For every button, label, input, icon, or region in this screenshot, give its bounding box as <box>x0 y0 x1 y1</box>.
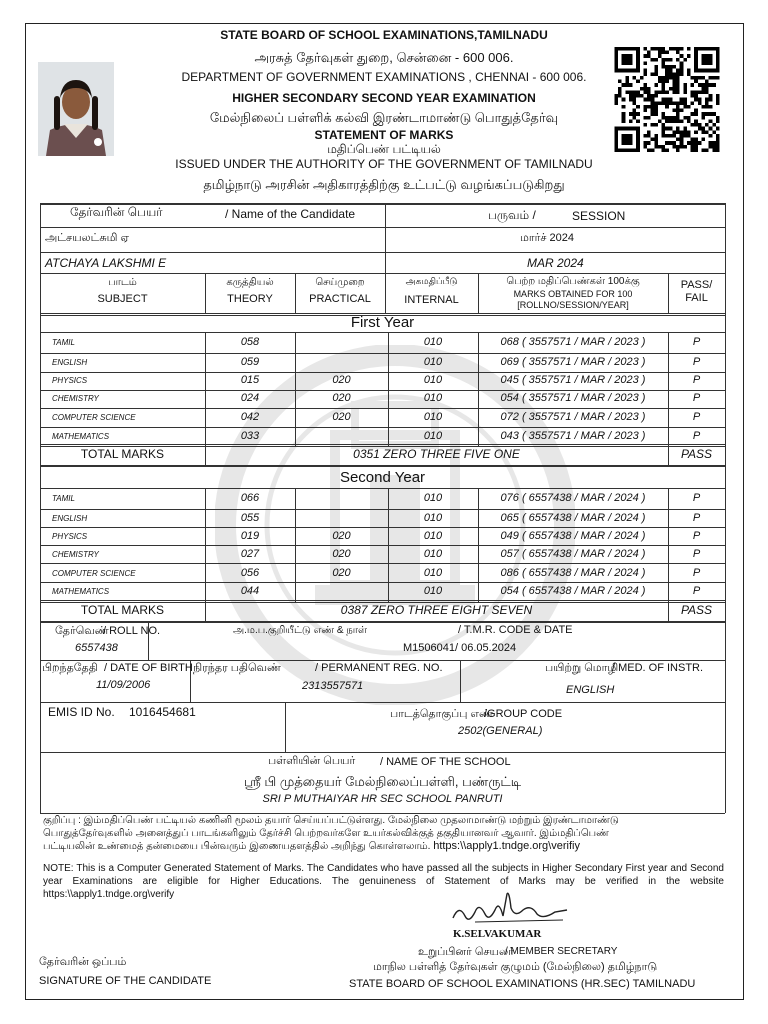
col-subject-tamil: பாடம் <box>108 277 137 288</box>
board-title-tamil: அரசுத் தேர்வுகள் துறை, சென்னை - 600 006. <box>254 50 514 65</box>
fy-col-divider <box>205 332 206 446</box>
emis-id: 1016454681 <box>129 705 196 719</box>
cell-practical: 020 <box>332 392 351 404</box>
issued-line: ISSUED UNDER THE AUTHORITY OF THE GOVERNMENT OF TAMILNADU <box>175 157 593 171</box>
cell-marks: 054 ( 3557571 / MAR / 2023 ) <box>500 392 646 404</box>
cell-theory: 027 <box>240 548 260 560</box>
cell-marks: 049 ( 6557438 / MAR / 2024 ) <box>500 530 646 542</box>
fy-total-value: 0351 ZERO THREE FIVE ONE <box>353 447 520 461</box>
table-right-line <box>725 203 726 813</box>
dob-label-tamil: பிறந்ததேதி <box>42 662 98 674</box>
english-note <box>43 862 724 901</box>
details-line-1 <box>40 660 725 661</box>
fy-row-line <box>40 353 725 354</box>
tamil-note-url[interactable]: https:\\apply1.tndge.org\verifiy <box>433 840 580 852</box>
name-row-line-3 <box>40 273 725 274</box>
exam-title-tamil: மேல்நிலைப் பள்ளிக் கல்வி இரண்டாமாண்டு பொதுத்தேர்வு <box>209 110 559 125</box>
fy-result: PASS <box>680 447 713 461</box>
cell-theory: 058 <box>240 336 260 348</box>
cell-internal: 010 <box>423 492 443 504</box>
date-of-birth: 11/09/2006 <box>96 679 151 691</box>
medium-label: / MED. OF INSTR. <box>612 662 704 674</box>
sy-row-line <box>40 545 725 546</box>
session-label: SESSION <box>572 209 626 223</box>
cell-marks: 086 ( 6557438 / MAR / 2024 ) <box>500 567 646 579</box>
cell-subject: CHEMISTRY <box>52 550 99 559</box>
cell-marks: 045 ( 3557571 / MAR / 2023 ) <box>500 374 646 386</box>
tmr-label: / T.M.R. CODE & DATE <box>458 624 573 636</box>
col-practical: PRACTICAL <box>309 293 371 305</box>
cell-theory: 066 <box>240 492 260 504</box>
name-label: / Name of the Candidate <box>225 207 356 221</box>
cell-result: P <box>692 411 701 423</box>
name-row-line-2 <box>40 252 725 253</box>
sy-row-line <box>40 509 725 510</box>
cell-result: P <box>692 512 701 524</box>
fy-row-line <box>40 427 725 428</box>
secretary-name: K.SELVAKUMAR <box>453 928 542 940</box>
tamil-note-line3: பட்டியலின் உண்மைத் தன்மையை பின்வரும் இணையதளத்தில் அறிந்து கொள்ளலாம். <box>43 841 431 852</box>
col-internal: INTERNAL <box>404 294 459 306</box>
permanent-reg-no: 2313557571 <box>302 680 364 692</box>
fy-total-bottom <box>40 465 725 467</box>
roll-number: 6557438 <box>75 642 118 654</box>
cell-internal: 010 <box>423 430 443 442</box>
sy-title-line <box>40 488 725 489</box>
cell-subject: ENGLISH <box>52 358 88 367</box>
english-note-url[interactable]: https:\\apply1.tndge.org\verify <box>43 889 175 900</box>
fy-row-line <box>40 408 725 409</box>
fy-col-divider <box>388 332 389 446</box>
candidate-photo <box>38 62 114 156</box>
candidate-name: ATCHAYA LAKSHMI E <box>45 256 167 270</box>
name-row-line-1 <box>40 227 725 228</box>
col-marks-line2: [ROLLNO/SESSION/YEAR] <box>517 300 629 310</box>
col-marks-tamil: பெற்ற மதிப்பெண்கள் 100க்கு <box>506 276 640 287</box>
school-label-tamil: பள்ளியின் பெயர் <box>268 755 356 767</box>
col-practical-tamil: செய்முறை <box>315 277 365 288</box>
cell-practical: 020 <box>332 548 351 560</box>
name-label-tamil: தேர்வரின் பெயர் <box>70 205 163 219</box>
col-theory: THEORY <box>227 293 273 305</box>
cell-marks: 076 ( 6557438 / MAR / 2024 ) <box>500 492 646 504</box>
sy-total-bottom <box>40 621 725 623</box>
sy-result: PASS <box>680 603 713 617</box>
group-label-tamil: பாடத்தொகுப்பு எண் <box>390 708 494 720</box>
school-name: SRI P MUTHAIYAR HR SEC SCHOOL PANRUTI <box>262 793 503 805</box>
sy-row-line <box>40 563 725 564</box>
session-tamil: மார்ச் 2024 <box>520 232 574 244</box>
english-note-text: NOTE: This is a Computer Generated Statement of Marks. The Candidates who have passed all the subjects in Higher Secondary First year and Second year Examinations are eligible for Higher Educations. The genuineness of Statement of Marks may be verified in the website <box>43 863 724 887</box>
board-name-tamil: மாநில பள்ளித் தேர்வுகள் குழுமம் (மேல்நிலை) தமிழ்நாடு <box>373 961 658 973</box>
cell-internal: 010 <box>423 585 443 597</box>
cell-practical: 020 <box>332 530 351 542</box>
cell-marks: 043 ( 3557571 / MAR / 2023 ) <box>500 430 646 442</box>
cell-internal: 010 <box>423 530 443 542</box>
sy-row-line <box>40 582 725 583</box>
cell-theory: 059 <box>240 356 260 368</box>
cell-theory: 024 <box>240 392 260 404</box>
cell-theory: 033 <box>240 430 260 442</box>
col-internal-tamil: அகமதிப்பீடு <box>405 276 458 286</box>
sy-total-label: TOTAL MARKS <box>80 603 165 617</box>
cell-theory: 019 <box>240 530 260 542</box>
cell-internal: 010 <box>423 548 443 560</box>
cell-result: P <box>692 492 701 504</box>
tmr-code: M1506041/ 06.05.2024 <box>403 642 517 654</box>
cell-marks: 072 ( 3557571 / MAR / 2023 ) <box>500 411 646 423</box>
second-year-title: Second Year <box>339 469 426 486</box>
fy-col-divider <box>478 332 479 446</box>
cell-subject: CHEMISTRY <box>52 394 99 403</box>
tamil-note-line1: குறிப்பு : இம்மதிப்பெண் பட்டியல் கணினி மூலம் தயார் செய்யப்பட்டுள்ளது. மேல்நிலை முதலாமாண்டு மற்றும் இரண்டாமாண்டு <box>43 815 619 826</box>
session-value: MAR 2024 <box>527 256 584 270</box>
cell-marks: 069 ( 3557571 / MAR / 2023 ) <box>500 356 646 368</box>
col-subject: SUBJECT <box>97 293 148 305</box>
details-line-3 <box>40 752 725 753</box>
cell-subject: ENGLISH <box>52 514 88 523</box>
secretary-signature <box>445 888 575 930</box>
candidate-name-tamil: அட்சயலட்சுமி ஏ <box>45 232 130 244</box>
cell-result: P <box>692 430 701 442</box>
fy-row-line <box>40 390 725 391</box>
group-label: /GROUP CODE <box>484 708 563 720</box>
cell-theory: 044 <box>240 585 260 597</box>
cell-subject: TAMIL <box>52 338 75 347</box>
secretary-title-tamil: உறுப்பினர் செயலர் <box>418 946 514 958</box>
fy-row-line <box>40 372 725 373</box>
col-theory-tamil: கருத்தியல் <box>226 277 274 288</box>
fy-col-divider <box>295 332 296 446</box>
dob-label: / DATE OF BIRTH <box>104 662 193 674</box>
cell-theory: 042 <box>240 411 260 423</box>
cell-practical: 020 <box>332 567 351 579</box>
statement-title: STATEMENT OF MARKS <box>314 128 454 142</box>
group-code: 2502(GENERAL) <box>458 725 543 737</box>
cell-internal: 010 <box>423 374 443 386</box>
cell-internal: 010 <box>423 356 443 368</box>
cell-result: P <box>692 374 701 386</box>
cell-internal: 010 <box>423 336 443 348</box>
cell-marks: 054 ( 6557438 / MAR / 2024 ) <box>500 585 646 597</box>
medium-of-instruction: ENGLISH <box>566 684 615 696</box>
tamil-note-line2: பொதுத்தேர்வுகளில் அனைத்துப் பாடங்களிலும் தேர்ச்சி பெற்றவர்களே உயர்கல்விக்குத் தகுதியானவர் ஆவார். இம்மதிப்பெண் <box>43 828 609 839</box>
perm-divider <box>460 660 461 702</box>
exam-title: HIGHER SECONDARY SECOND YEAR EXAMINATION <box>232 91 536 105</box>
cell-result: P <box>692 356 701 368</box>
cell-result: P <box>692 548 701 560</box>
cell-internal: 010 <box>423 567 443 579</box>
cell-subject: TAMIL <box>52 494 75 503</box>
cell-result: P <box>692 392 701 404</box>
cell-internal: 010 <box>423 392 443 404</box>
issued-line-tamil: தமிழ்நாடு அரசின் அதிகாரத்திற்கு உட்பட்டு வழங்கப்படுகிறது <box>203 177 565 192</box>
name-session-divider <box>385 203 386 273</box>
perm-label-tamil: நிரந்தர பதிவெண் <box>193 662 282 674</box>
col-marks-line1: MARKS OBTAINED FOR 100 <box>513 289 633 299</box>
roll-label: / ROLL NO. <box>103 625 161 637</box>
board-name: STATE BOARD OF SCHOOL EXAMINATIONS (HR.SEC) TAMILNADU <box>349 978 696 990</box>
cell-subject: COMPUTER SCIENCE <box>52 569 136 578</box>
col-pass-line1: PASS/ <box>680 279 713 291</box>
emis-divider <box>285 702 286 752</box>
cell-result: P <box>692 530 701 542</box>
cell-practical: 020 <box>332 374 351 386</box>
department-title: DEPARTMENT OF GOVERNMENT EXAMINATIONS , CHENNAI - 600 006. <box>181 70 587 84</box>
school-label: / NAME OF THE SCHOOL <box>380 756 511 768</box>
cell-subject: PHYSICS <box>52 532 88 541</box>
cell-internal: 010 <box>423 411 443 423</box>
cell-theory: 056 <box>240 567 260 579</box>
roll-label-tamil: தேர்வெண் <box>55 625 109 637</box>
sy-total-value: 0387 ZERO THREE EIGHT SEVEN <box>340 603 533 617</box>
candidate-sign-label: SIGNATURE OF THE CANDIDATE <box>39 975 212 987</box>
cell-subject: PHYSICS <box>52 376 88 385</box>
emis-label: EMIS ID No. <box>48 705 115 719</box>
fy-title-line <box>40 332 725 333</box>
sy-row-line <box>40 527 725 528</box>
board-title: STATE BOARD OF SCHOOL EXAMINATIONS,TAMILNADU <box>220 28 548 42</box>
cell-subject: COMPUTER SCIENCE <box>52 413 136 422</box>
fy-total-label: TOTAL MARKS <box>80 447 165 461</box>
cell-subject: MATHEMATICS <box>52 587 110 596</box>
qr-code[interactable] <box>612 47 722 152</box>
candidate-sign-label-tamil: தேர்வரின் ஒப்பம் <box>39 956 127 968</box>
tamil-note <box>43 814 723 853</box>
first-year-title: First Year <box>350 314 415 331</box>
col-pass-line2: FAIL <box>685 292 708 304</box>
perm-label: / PERMANENT REG. NO. <box>315 662 443 674</box>
tamil-note-line3-wrap <box>43 840 723 853</box>
cell-result: P <box>692 585 701 597</box>
statement-title-tamil: மதிப்பெண் பட்டியல் <box>327 142 441 156</box>
cell-subject: MATHEMATICS <box>52 432 110 441</box>
session-label-tamil: பருவம் / <box>488 208 536 222</box>
cell-result: P <box>692 567 701 579</box>
medium-label-tamil: பயிற்று மொழி <box>545 662 619 674</box>
cell-theory: 015 <box>240 374 260 386</box>
school-name-tamil: ஸ்ரீ பி முத்தையர் மேல்நிலைப்பள்ளி, பண்ருட்டி <box>243 774 522 789</box>
cell-internal: 010 <box>423 512 443 524</box>
cell-result: P <box>692 336 701 348</box>
sy-col-divider <box>295 488 296 602</box>
cell-marks: 068 ( 3557571 / MAR / 2023 ) <box>500 336 646 348</box>
cell-marks: 065 ( 6557438 / MAR / 2024 ) <box>500 512 646 524</box>
cell-practical: 020 <box>332 411 351 423</box>
cell-theory: 055 <box>240 512 260 524</box>
details-line-2 <box>40 702 725 703</box>
secretary-title: / MEMBER SECRETARY <box>505 946 618 957</box>
tmr-label-tamil: அ.ம.ப.குறியீட்டு எண் & நாள் <box>233 625 368 636</box>
cell-marks: 057 ( 6557438 / MAR / 2024 ) <box>500 548 646 560</box>
